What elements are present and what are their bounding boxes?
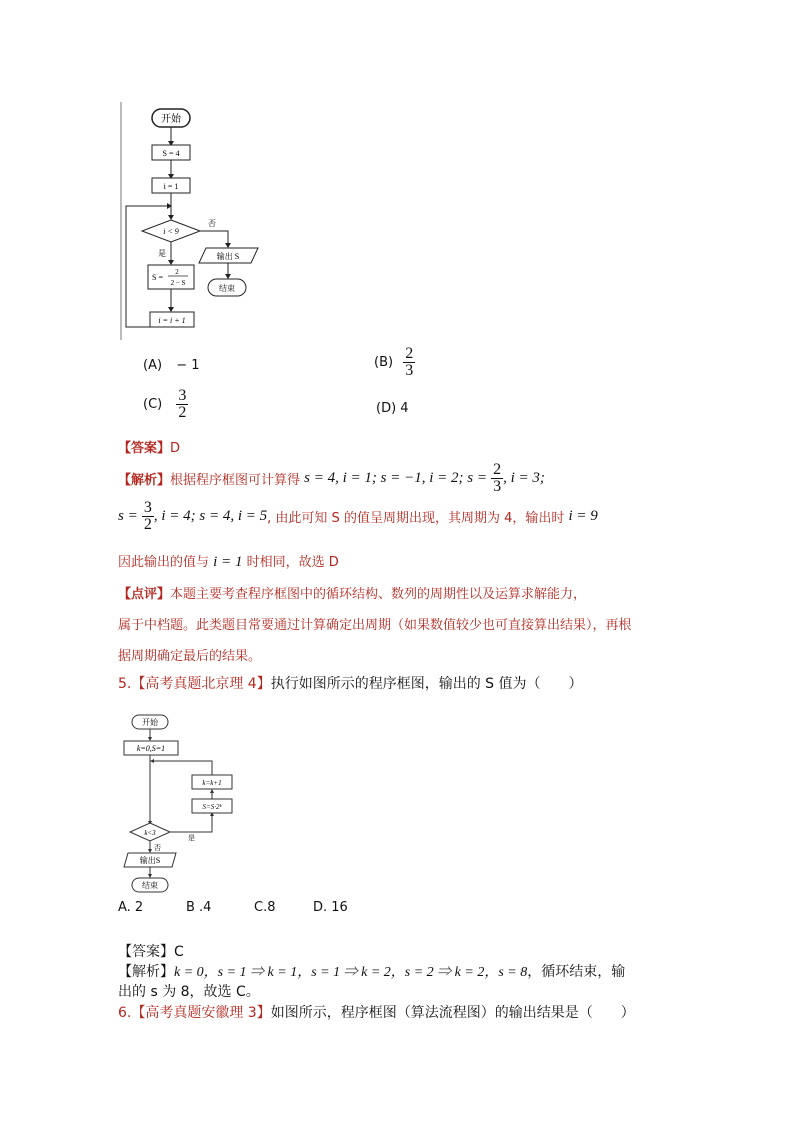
q5-stem-line (118, 673, 583, 693)
q6-stem-line (118, 1002, 635, 1022)
fc1-i-init-text: i = 1 (163, 182, 179, 191)
q5-analysis-1a: k = 0，s = 1 ⇒ k = 1，s = 1 ⇒ k = 2，s = 2 ⇒ k = 2，s = 8 (174, 965, 528, 980)
q5-answer: 【答案】C (118, 944, 184, 960)
q4-analysis-2-den: 2 (143, 516, 152, 533)
q4-option-c (143, 388, 188, 421)
fc1-inc-text: i = i + 1 (158, 316, 186, 325)
q5-option-a: A. 2 (118, 900, 144, 915)
q4-analysis-3a: 因此输出的值与 (118, 555, 210, 570)
q4-analysis-1c: , i = 3; (503, 470, 545, 486)
q5-analysis-line2: 出的 s 为 8，故选 C。 (118, 984, 260, 1000)
q4-analysis-2a: s = (118, 508, 138, 524)
q5-stem: 执行如图所示的程序框图，输出的 S 值为（ ） (270, 676, 583, 692)
q5-option-d: D. 16 (313, 900, 348, 915)
q4-analysis-3b: i = 1 (213, 554, 243, 570)
q4-option-a (143, 358, 199, 373)
fc2-inc-text: k=k+1 (202, 779, 222, 787)
q4-analysis-2d: i = 9 (568, 508, 598, 524)
fc1-no-label: 否 (208, 219, 216, 228)
q4-comment-line1 (118, 583, 586, 602)
fc1-decision-text: i < 9 (163, 227, 179, 236)
q4-option-c-den: 2 (178, 404, 187, 421)
fc2-output-text: 输出S (139, 856, 161, 865)
q4-option-a-label: (A) (143, 358, 163, 373)
q4-analysis-2b: , i = 4; s = 4, i = 5 (153, 508, 268, 524)
q4-answer (118, 437, 180, 456)
flowchart-1 (120, 100, 280, 342)
q5-analysis-tag: 【解析】 (118, 964, 174, 980)
q4-analysis-1-den: 3 (493, 478, 502, 495)
fc2-no-label: 否 (154, 844, 161, 852)
q4-analysis-1a: 根据程序框图可计算得 (170, 473, 301, 488)
q5-source: 【高考真题北京理 4】 (131, 676, 271, 692)
q4-comment-tag: 【点评】 (118, 587, 171, 602)
q4-comment-1: 本题主要考查程序框图中的循环结构、数列的周期性以及运算求解能力， (170, 587, 587, 602)
q4-option-c-label: (C) (143, 397, 163, 412)
q4-comment-line3: 据周期确定最后的结果。 (118, 649, 262, 664)
q4-analysis-line2 (118, 500, 598, 533)
q4-option-c-num: 3 (178, 387, 187, 404)
q6-number: 6. (118, 1005, 132, 1021)
fc2-yes-label: 是 (188, 834, 195, 842)
fc1-update-left: S = (152, 273, 163, 282)
q5-analysis-line1 (118, 961, 625, 981)
fc1-start-text: 开始 (161, 114, 181, 125)
fc2-start-text: 开始 (142, 718, 158, 727)
q4-option-b-label: (B) (374, 355, 394, 370)
fc1-update-num: 2 (175, 268, 179, 276)
q4-option-a-value: − 1 (176, 358, 200, 373)
q4-answer-tag: 【答案】 (118, 441, 171, 456)
q4-analysis-1b: s = 4, i = 1; s = −1, i = 2; s = (304, 470, 487, 486)
q4-option-b-den: 3 (405, 362, 414, 379)
q4-answer-value: D (170, 441, 181, 456)
q4-option-b (374, 346, 415, 379)
q5-analysis-1b: ，循环结束，输 (527, 964, 626, 980)
fc1-yes-label: 是 (158, 249, 166, 258)
fc2-init-text: k=0,S=1 (136, 744, 166, 753)
q4-analysis-line3 (118, 551, 339, 571)
q6-source: 【高考真题安徽理 3】 (131, 1005, 271, 1021)
q5-number: 5. (118, 676, 132, 692)
q4-analysis-tag: 【解析】 (118, 473, 171, 488)
fc1-end-text: 结束 (219, 284, 235, 293)
q5-option-c: C.8 (254, 900, 276, 915)
fc2-end-text: 结束 (142, 881, 158, 890)
fc2-update-text: S=S·2ᵏ (202, 803, 222, 811)
q6-stem: 如图所示，程序框图（算法流程图）的输出结果是（ ） (270, 1005, 635, 1021)
q4-analysis-line1 (118, 462, 545, 495)
q4-option-b-num: 2 (405, 345, 414, 362)
q4-analysis-1-fraction (491, 462, 503, 495)
fc2-decision-text: k<3 (144, 829, 156, 837)
fc1-update-den: 2 − S (170, 279, 186, 287)
q4-option-d: (D) 4 (376, 401, 409, 416)
q4-analysis-3c: 时相同，故选 D (246, 555, 339, 570)
q4-comment-line2: 属于中档题。此类题目常要通过计算确定出周期（如果数值较少也可直接算出结果），再根 (118, 618, 632, 633)
q5-option-b: B .4 (186, 900, 212, 915)
q4-option-c-fraction (176, 388, 188, 421)
q4-analysis-2c: , 由此可知 S 的值呈周期出现，其周期为 4，输出时 (267, 511, 565, 526)
q4-analysis-2-num: 3 (143, 499, 152, 516)
fc1-s-init-text: S = 4 (162, 149, 180, 158)
fc1-output-text: 输出 S (216, 252, 240, 261)
flowchart-2 (118, 712, 258, 896)
q4-option-b-fraction (403, 346, 415, 379)
q4-analysis-2-fraction (142, 500, 154, 533)
q4-analysis-1-num: 2 (493, 461, 502, 478)
